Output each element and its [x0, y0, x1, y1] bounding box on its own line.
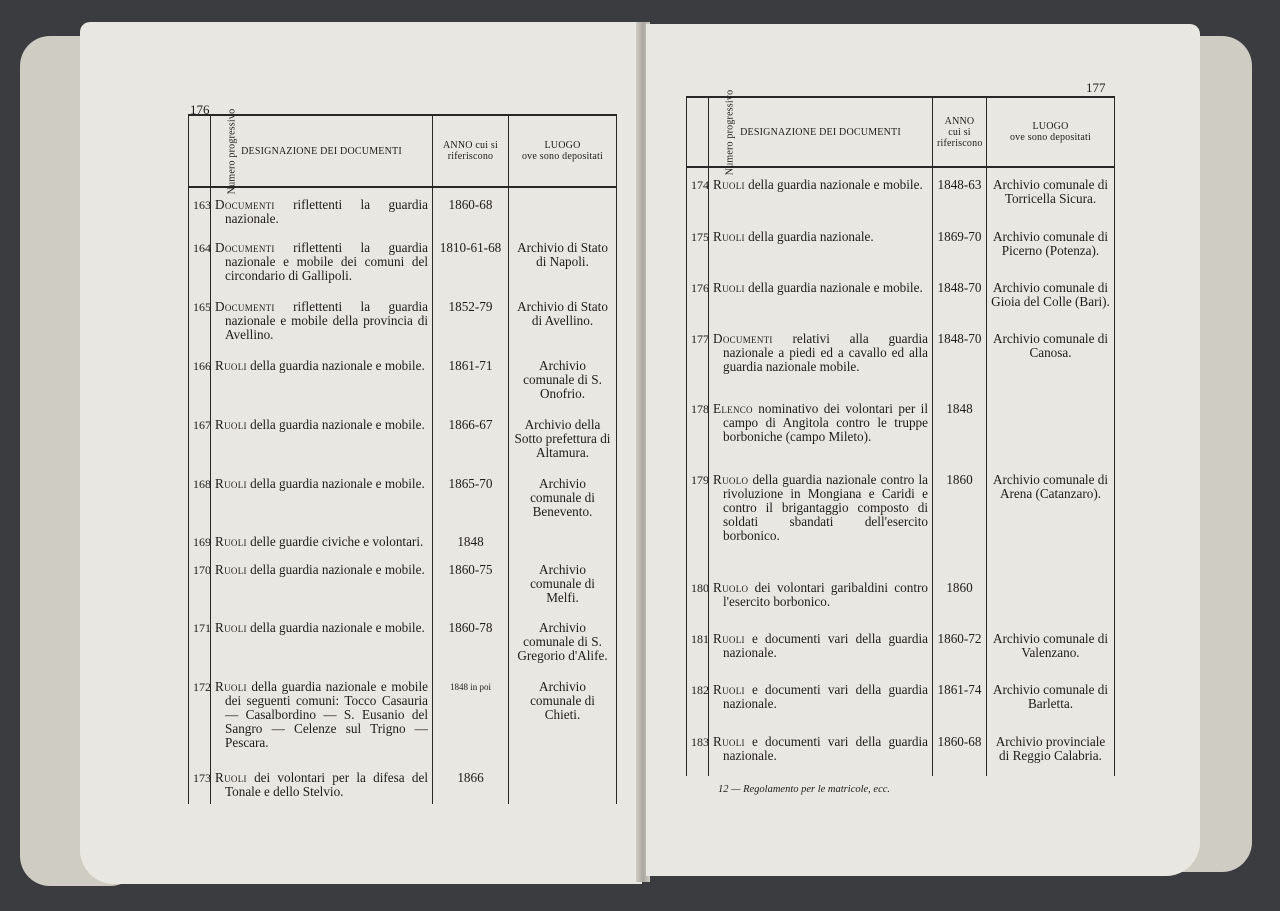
- entry-text: della guardia nazionale e mobile.: [250, 620, 425, 636]
- entry-designation: [211, 231, 433, 290]
- entry-year: 1865-70: [433, 467, 509, 526]
- entry-number: 176: [687, 271, 709, 322]
- table-row: [189, 408, 617, 467]
- table-row: [687, 167, 1115, 220]
- entry-year: 1848: [433, 525, 509, 552]
- entry-designation: [211, 670, 433, 761]
- entry-year: 1848-70: [933, 322, 987, 392]
- entry-year: 1848-70: [933, 271, 987, 322]
- entry-text: relativi alla guardia nazionale a piedi ed a cavallo ed alla guardia nazionale mobile.: [723, 331, 928, 375]
- entry-designation: [211, 187, 433, 231]
- entry-year: 1852-79: [433, 290, 509, 349]
- entry-number: 171: [189, 611, 211, 670]
- entry-text: della guardia nazionale e mobile.: [250, 561, 425, 577]
- table-row: [687, 673, 1115, 724]
- entry-number: 180: [687, 571, 709, 622]
- entry-location: Archivio comunale di Canosa.: [987, 322, 1115, 392]
- table-row: [687, 725, 1115, 776]
- entry-location: [987, 571, 1115, 622]
- entry-text: riflettenti la guardia nazionale e mobile della provincia di Avellino.: [225, 299, 428, 342]
- entry-heading: Ruoli: [713, 177, 745, 192]
- table-row: [189, 290, 617, 349]
- entry-location: [509, 187, 617, 231]
- entry-designation: [211, 290, 433, 349]
- entry-location: Archivio comunale di Barletta.: [987, 673, 1115, 724]
- entry-designation: [211, 525, 433, 552]
- entry-designation: [709, 622, 933, 673]
- entry-heading: Ruolo: [713, 471, 749, 487]
- entry-text: e documenti vari della guardia nazionale.: [723, 733, 928, 763]
- entry-number: 177: [687, 322, 709, 392]
- entry-text: delle guardie civiche e volontari.: [250, 534, 424, 550]
- entry-text: della guardia nazionale contro la rivoluzione in Mongiana e Caridi e contro il brigantaggio composto di soldati sbandati dell'esercito borbonico.: [723, 471, 929, 543]
- entry-heading: Ruoli: [215, 357, 247, 373]
- entry-designation: [211, 553, 433, 612]
- entry-heading: Ruoli: [713, 682, 745, 698]
- entry-heading: Ruoli: [215, 561, 247, 577]
- entry-text: riflettenti la guardia nazionale e mobile dei comuni del circondario di Gallipoli.: [225, 240, 428, 284]
- table-row: [189, 670, 617, 761]
- entry-year: 1860-75: [433, 553, 509, 612]
- header-year: ANNO cui si riferiscono: [433, 115, 509, 187]
- entry-location: Archivio comunale di Valenzano.: [987, 622, 1115, 673]
- entry-heading: Ruoli: [215, 534, 247, 550]
- entry-number: 163: [189, 187, 211, 231]
- entry-location: Archivio provinciale di Reggio Calabria.: [987, 725, 1115, 776]
- entry-number: 175: [687, 220, 709, 271]
- table-row: [189, 553, 617, 612]
- entry-designation: [211, 349, 433, 408]
- table-row: [189, 467, 617, 526]
- entry-designation: [211, 761, 433, 804]
- entry-location: Archivio comunale di Melfi.: [509, 553, 617, 612]
- left-page-number: 176: [190, 102, 210, 117]
- entry-designation: [709, 220, 933, 271]
- entry-number: 182: [687, 673, 709, 724]
- entry-designation: [709, 392, 933, 462]
- entry-year: 1848: [933, 392, 987, 462]
- header-designation: DESIGNAZIONE DEI DOCUMENTI: [709, 97, 933, 167]
- table-row: [687, 271, 1115, 322]
- entry-location: Archivio comunale di Torricella Sicura.: [987, 167, 1115, 220]
- entry-designation: [709, 571, 933, 622]
- entry-location: [509, 525, 617, 552]
- entry-number: 167: [189, 408, 211, 467]
- entry-year: 1860-72: [933, 622, 987, 673]
- entry-text: della guardia nazionale e mobile.: [250, 416, 425, 432]
- header-place: LUOGO ove sono depositati: [987, 97, 1115, 167]
- entry-year: 1869-70: [933, 220, 987, 271]
- page-footer: 12 — Regolamento per le matricole, ecc.: [718, 784, 891, 795]
- table-row: [189, 231, 617, 290]
- entry-designation: [211, 467, 433, 526]
- entry-heading: Ruoli: [713, 228, 745, 244]
- entry-designation: [709, 167, 933, 220]
- entry-year: 1866-67: [433, 408, 509, 467]
- entry-location: Archivio comunale di Arena (Catanzaro).: [987, 463, 1115, 571]
- table-row: [687, 622, 1115, 673]
- header-designation: DESIGNAZIONE DEI DOCUMENTI: [211, 115, 433, 187]
- entry-heading: Ruoli: [713, 733, 745, 749]
- entry-heading: Ruoli: [215, 769, 247, 785]
- entry-text: della guardia nazionale e mobile.: [250, 357, 425, 373]
- entry-number: 183: [687, 725, 709, 776]
- table-row: [687, 322, 1115, 392]
- entry-year: 1866: [433, 761, 509, 804]
- entry-location: Archivio della Sotto prefettura di Altamura.: [509, 408, 617, 467]
- entry-text: e documenti vari della guardia nazionale.: [723, 631, 928, 661]
- table-row: [687, 571, 1115, 622]
- entry-year: 1861-71: [433, 349, 509, 408]
- entry-heading: Ruoli: [215, 679, 247, 695]
- table-row: [687, 392, 1115, 462]
- entry-location: Archivio comunale di S. Gregorio d'Alife.: [509, 611, 617, 670]
- entry-text: della guardia nazionale e mobile.: [250, 475, 425, 491]
- entry-number: 164: [189, 231, 211, 290]
- header-year: ANNO cui si riferiscono: [933, 97, 987, 167]
- entry-year: 1860: [933, 463, 987, 571]
- entry-heading: Ruoli: [215, 416, 247, 432]
- entry-designation: [709, 322, 933, 392]
- entry-number: 170: [189, 553, 211, 612]
- entry-text: nominativo dei volontari per il campo di Angitola contro le truppe borboniche (campo Mileto).: [723, 401, 928, 445]
- entry-heading: Documenti: [215, 197, 275, 212]
- entry-year: 1848-63: [933, 167, 987, 220]
- right-page-number: 177: [1086, 80, 1106, 95]
- entry-year: 1860-78: [433, 611, 509, 670]
- entry-year: 1860: [933, 571, 987, 622]
- entry-heading: Ruoli: [215, 475, 247, 491]
- table-row: [189, 525, 617, 552]
- entry-number: 166: [189, 349, 211, 408]
- entry-heading: Ruolo: [713, 579, 749, 595]
- entry-year: 1810-61-68: [433, 231, 509, 290]
- table-row: [189, 349, 617, 408]
- table-row: [189, 187, 617, 231]
- entry-location: Archivio di Stato di Napoli.: [509, 231, 617, 290]
- entry-year: 1848 in poi: [433, 670, 509, 761]
- entry-heading: Documenti: [215, 240, 275, 256]
- left-page: [80, 22, 642, 884]
- entry-designation: [709, 463, 933, 571]
- header-number: Numero progressivo: [687, 97, 709, 167]
- table-row: [687, 220, 1115, 271]
- header-place: LUOGO ove sono depositati: [509, 115, 617, 187]
- entry-number: 174: [687, 167, 709, 220]
- entry-location: [509, 761, 617, 804]
- entry-year: 1860-68: [433, 187, 509, 231]
- entry-text: dei volontari garibaldini contro l'esercito borbonico.: [723, 579, 929, 609]
- entry-number: 179: [687, 463, 709, 571]
- entry-designation: [211, 611, 433, 670]
- entry-year: 1861-74: [933, 673, 987, 724]
- entry-text: della guardia nazionale e mobile.: [748, 279, 923, 295]
- entry-location: Archivio comunale di S. Onofrio.: [509, 349, 617, 408]
- entry-text: riflettenti la guardia nazionale.: [225, 197, 428, 226]
- entry-text: e documenti vari della guardia nazionale.: [723, 682, 928, 712]
- entry-number: 165: [189, 290, 211, 349]
- entry-location: [987, 392, 1115, 462]
- entry-number: 173: [189, 761, 211, 804]
- entry-number: 181: [687, 622, 709, 673]
- entry-text: della guardia nazionale.: [748, 228, 874, 244]
- entry-heading: Ruoli: [713, 631, 745, 647]
- entry-designation: [709, 673, 933, 724]
- right-page: [646, 24, 1200, 876]
- entry-location: Archivio comunale di Gioia del Colle (Bari).: [987, 271, 1115, 322]
- entry-heading: Elenco: [713, 401, 753, 417]
- entry-heading: Ruoli: [215, 620, 247, 636]
- entry-location: Archivio comunale di Benevento.: [509, 467, 617, 526]
- entry-designation: [709, 271, 933, 322]
- header-number: Numero progressivo: [189, 115, 211, 187]
- entry-number: 168: [189, 467, 211, 526]
- right-ledger-table: [686, 89, 1115, 776]
- entry-text: della guardia nazionale e mobile dei seguenti comuni: Tocco Casauria — Casalbordino — S. Eusanio del Sangro — Celenze sul Trigno — Pescara.: [225, 679, 428, 751]
- entry-text: della guardia nazionale e mobile.: [748, 177, 923, 192]
- entry-heading: Documenti: [215, 299, 275, 314]
- entry-year: 1860-68: [933, 725, 987, 776]
- entry-designation: [211, 408, 433, 467]
- table-row: [189, 611, 617, 670]
- entry-location: Archivio comunale di Chieti.: [509, 670, 617, 761]
- entry-text: dei volontari per la difesa del Tonale e dello Stelvio.: [225, 769, 429, 799]
- entry-heading: Ruoli: [713, 279, 745, 295]
- table-row: [687, 463, 1115, 571]
- entry-designation: [709, 725, 933, 776]
- entry-location: Archivio comunale di Picerno (Potenza).: [987, 220, 1115, 271]
- entry-number: 169: [189, 525, 211, 552]
- entry-heading: Documenti: [713, 331, 773, 347]
- entry-number: 172: [189, 670, 211, 761]
- entry-number: 178: [687, 392, 709, 462]
- table-row: [189, 761, 617, 804]
- entry-location: Archivio di Stato di Avellino.: [509, 290, 617, 349]
